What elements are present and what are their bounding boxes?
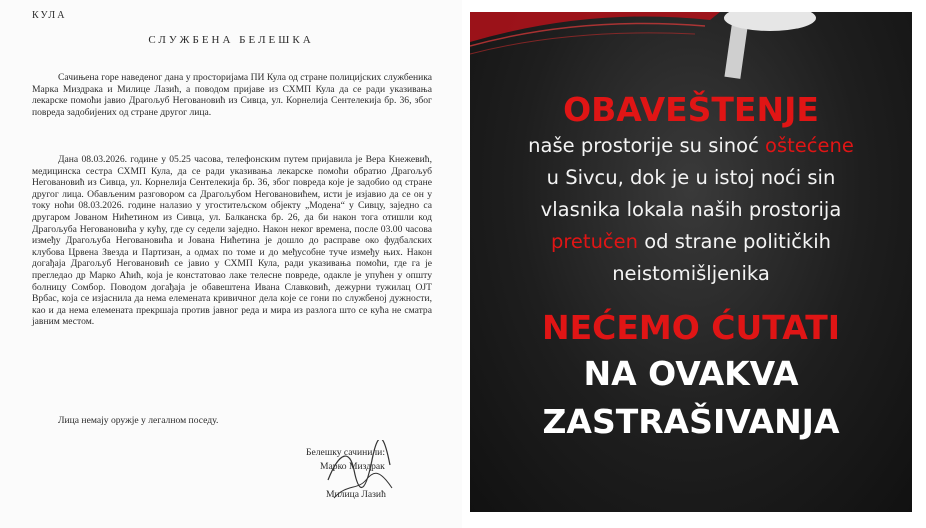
document-paragraph-body: Дана 08.03.2026. године у 05.25 часова, телефонским путем пријавила је Вера Кнежевић, медицинска сестра СХМП Кула, да се ради указивања лекарске помоћи обратио Драгољуб Неговановић из Сивца, ул. Корнелија Сентелекија бр. 36, због повреда које је задобио од стране другог лица. Обављеним разговором са Драгољубом Неговановићем, исти је изјавио да се он у току ноћи 08.03.2026. године налазио у угоститељском објекту „Модена“ у Сивцу, заједно са другаром Јованом Нићетином из Сивца, ул. Балканска бр. 26, да би након тога отишли код Драгољуба Неговановића у кућу, где су седели заједно. Након неког времена, после 03.00 часова између Драгољуба Неговановића и Јована Нићетина је дошло до расправе око фудбалских клубова Црвена Звезда и Партизан, а одмах по томе и до међусобне туче између њих. Након догађаја Драгољуб Неговановић се јавио у СХМП Кула, ради указивања помоћи, где га је прегледао др Марко Аћић, која је констатовао лаке телесне повреде, одакле је упућен у општу болницу Сомбор. Поводом догађаја је обавештена Ивана Славковић, дежурни тужилац ОЈТ Врбас, која се изјаснила да нема елемената кривичног дела које се гони по службеној дужности, као и да нема елемената прекршаја против јавног реда и мира из разлога што се кућа не сматра јавним местом.	[32, 154, 432, 328]
poster-line-5: neistomišljenika	[612, 262, 770, 285]
poster-slogan-red: NEĆEMO ĆUTATI	[541, 308, 841, 347]
signature-name-1: Марко Миздрак	[320, 461, 385, 472]
poster-line-2: u Sivcu, dok je u istoj noći sin	[546, 166, 836, 189]
signature-label: Белешку сачинили:	[306, 447, 385, 458]
official-note-document	[0, 0, 462, 528]
document-paragraph-intro: Сачињена горе наведеног дана у просторијама ПИ Кула од стране полицијских службеника Марка Миздрака и Милице Лазић, а поводом пријаве из СХМП Кула да се ради указивања лекарске помоћи јавио Драгољуб Неговановић из Сивца, ул. Корнелија Сентелекија бр. 36, због повреда задобијених од стране другог лица.	[32, 72, 432, 118]
poster-line-4: pretučen od strane političkih	[550, 230, 832, 253]
poster-heading: OBAVEŠTENJE	[563, 90, 819, 129]
document-title: СЛУЖБЕНА БЕЛЕШКА	[148, 34, 314, 46]
document-header: КУЛА	[32, 10, 67, 21]
poster-line-3: vlasnika lokala naših prostorija	[540, 198, 842, 221]
poster-slogan-white-1: NA OVAKVA	[583, 354, 799, 393]
poster-line-1: naše prostorije su sinoć oštećene	[528, 134, 854, 157]
announcement-poster	[470, 12, 912, 512]
poster-slogan-white-2: ZASTRAŠIVANJA	[542, 402, 840, 441]
document-paragraph-weapons: Лица немају оружје у легалном поседу.	[58, 415, 219, 426]
signature-name-2: Милица Лазић	[326, 489, 386, 500]
